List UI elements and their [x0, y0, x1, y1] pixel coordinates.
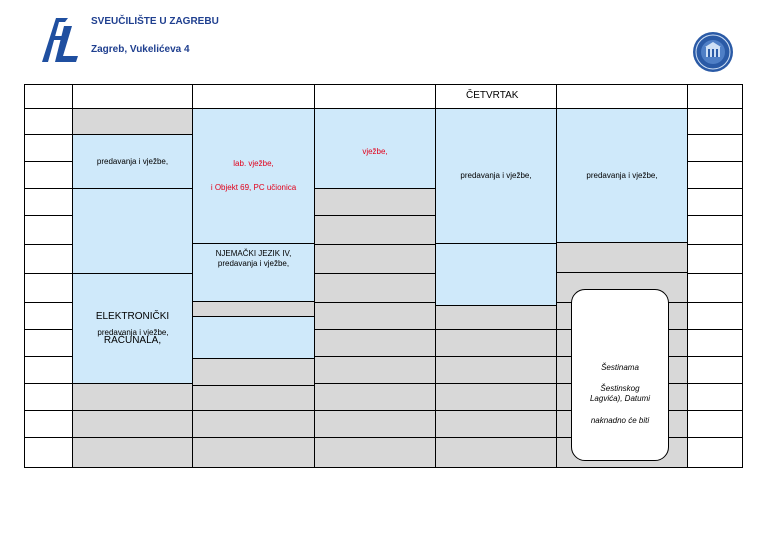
table-cell: [688, 162, 743, 189]
table-cell: [24, 330, 73, 357]
table-cell: [315, 245, 436, 274]
class-block: [436, 244, 557, 306]
university-name: SVEUČILIŠTE U ZAGREBU: [91, 16, 219, 27]
table-cell: [73, 109, 193, 135]
class-block: [193, 109, 315, 244]
day-header-cell: [315, 84, 436, 109]
table-cell: [24, 438, 73, 468]
class-block: [436, 109, 557, 244]
university-seal-icon: [692, 31, 734, 73]
table-cell: [688, 330, 743, 357]
class-block: [73, 189, 193, 274]
table-cell: [73, 438, 193, 468]
table-cell: [688, 189, 743, 216]
table-cell: [436, 330, 557, 357]
table-cell: [688, 303, 743, 330]
class-block-text: predavanja i vježbe,: [460, 171, 532, 180]
table-cell: [193, 438, 315, 468]
table-cell: [315, 330, 436, 357]
table-cell: [557, 243, 688, 273]
class-block-subtext: predavanja i vježbe,: [97, 328, 169, 337]
table-cell: [24, 274, 73, 303]
callout-text: Šestinskog: [600, 384, 640, 393]
table-cell: [193, 386, 315, 411]
table-cell: [315, 384, 436, 411]
class-block: [557, 109, 688, 243]
class-block-text: predavanja i vježbe,: [217, 259, 290, 268]
table-cell: [436, 438, 557, 468]
table-cell: [24, 189, 73, 216]
course-title: ELEKTRONIČKI: [95, 310, 170, 322]
class-block-text: predavanja i vježbe,: [96, 156, 169, 166]
class-block-text: predavanja i vježbe,: [586, 170, 658, 180]
table-cell: [24, 411, 73, 438]
address: Zagreb, Vukelićeva 4: [91, 44, 190, 55]
day-header-thursday: [436, 84, 557, 109]
table-cell: [315, 411, 436, 438]
table-cell: [24, 84, 73, 109]
table-cell: [24, 357, 73, 384]
table-cell: [688, 438, 743, 468]
table-cell: [688, 357, 743, 384]
table-cell: [688, 245, 743, 274]
class-block: [73, 135, 193, 189]
table-cell: [688, 109, 743, 135]
table-cell: [24, 162, 73, 189]
class-block-text: i Objekt 69, PC učionica: [210, 183, 297, 192]
table-cell: [688, 411, 743, 438]
table-cell: [315, 189, 436, 216]
table-cell: [436, 411, 557, 438]
table-cell: [436, 357, 557, 384]
callout-text: Lagvića), Datumi: [589, 394, 651, 403]
table-cell: [193, 359, 315, 386]
day-header-text: ČETVRTAK: [466, 90, 519, 101]
course-title: NJEMAČKI JEZIK IV,: [215, 249, 292, 258]
table-cell: [193, 411, 315, 438]
day-header-cell: [193, 84, 315, 109]
note-callout: [571, 289, 669, 461]
table-cell: [24, 384, 73, 411]
callout-text: naknadno će biti: [590, 416, 650, 425]
table-cell: [315, 303, 436, 330]
timetable-grid: [24, 84, 743, 468]
table-cell: [436, 384, 557, 411]
table-cell: [24, 135, 73, 162]
day-header-cell: [73, 84, 193, 109]
table-cell: [315, 357, 436, 384]
table-cell: [688, 274, 743, 303]
table-cell: [73, 384, 193, 411]
table-cell: [24, 216, 73, 245]
class-block: [193, 244, 315, 302]
day-header-cell: [557, 84, 688, 109]
table-cell: [193, 302, 315, 317]
table-cell: [73, 411, 193, 438]
table-cell: [688, 84, 743, 109]
class-block: [193, 317, 315, 359]
table-cell: [688, 216, 743, 245]
callout-text: Šestinama: [601, 363, 639, 372]
faculty-logo-icon: [38, 16, 82, 64]
table-cell: [315, 274, 436, 303]
table-cell: [24, 245, 73, 274]
table-cell: [24, 109, 73, 135]
class-block: [315, 109, 436, 189]
class-block-text: lab. vježbe,: [233, 159, 274, 168]
table-cell: [24, 303, 73, 330]
class-block-text: vježbe,: [362, 147, 388, 156]
table-cell: [315, 216, 436, 245]
table-cell: [688, 384, 743, 411]
table-cell: [436, 306, 557, 330]
course-title: RAČUNALA,: [103, 334, 162, 346]
table-cell: [688, 135, 743, 162]
table-cell: [315, 438, 436, 468]
